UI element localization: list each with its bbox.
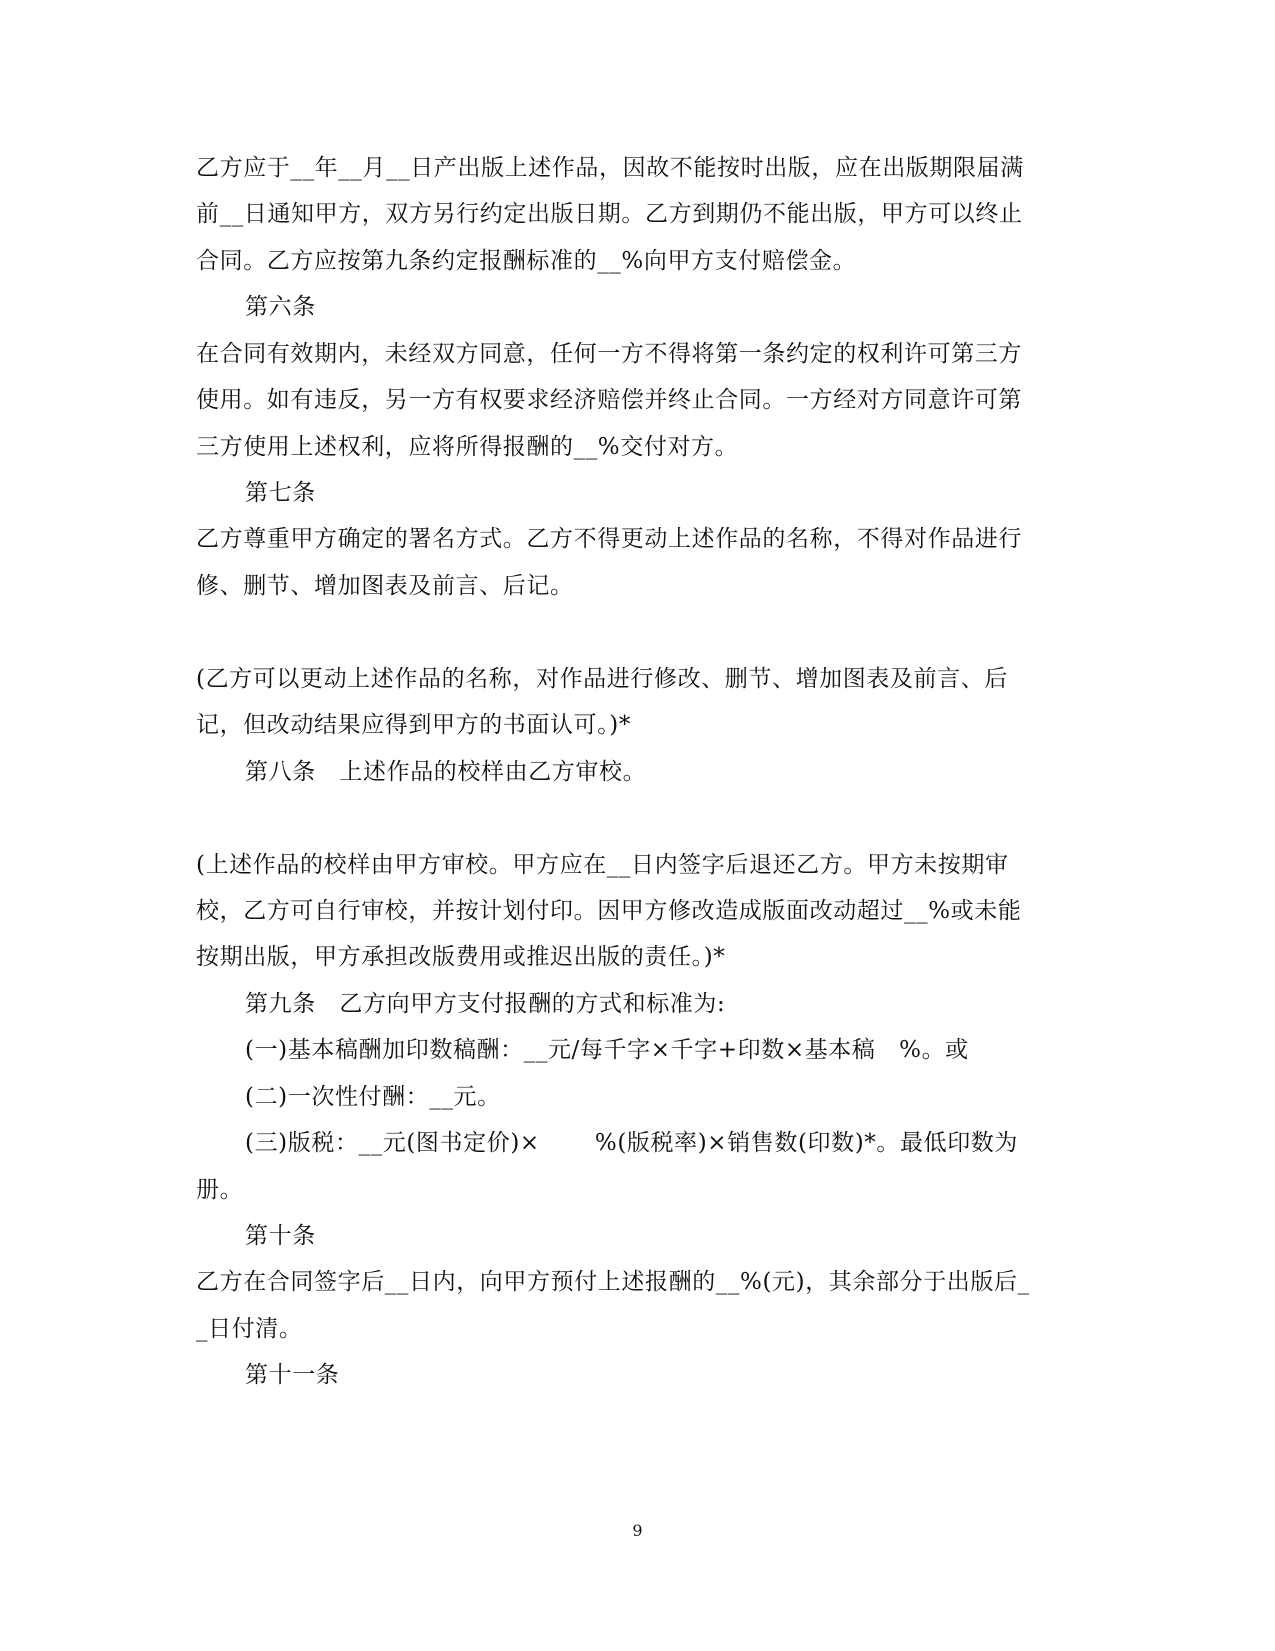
text-line: 在合同有效期内，未经双方同意，任何一方不得将第一条约定的权利许可第三方 <box>196 341 1022 367</box>
article-heading: 第十条 <box>245 1223 316 1249</box>
text-line: 修、删节、增加图表及前言、后记。 <box>196 573 574 599</box>
text-line: 前__日通知甲方，双方另行约定出版日期。乙方到期仍不能出版，甲方可以终止 <box>196 201 1023 227</box>
text-line: (二)一次性付酬：__元。 <box>245 1084 501 1110</box>
page-number: 9 <box>632 1521 643 1540</box>
text-line: (上述作品的校样由甲方审校。甲方应在__日内签字后退还乙方。甲方未按期审 <box>196 852 1009 878</box>
text-line: 三方使用上述权利，应将所得报酬的__%交付对方。 <box>196 434 739 460</box>
text-line: 按期出版，甲方承担改版费用或推迟出版的责任。)* <box>196 944 726 970</box>
article-heading: 第十一条 <box>245 1362 340 1388</box>
text-line: 乙方尊重甲方确定的署名方式。乙方不得更动上述作品的名称，不得对作品进行 <box>196 526 1022 552</box>
text-line: 记，但改动结果应得到甲方的书面认可。)* <box>196 712 631 738</box>
text-line: (三)版税：__元(图书定价)× %(版税率)×销售数(印数)*。最低印数为 <box>245 1130 1018 1156</box>
text-line: 使用。如有违反，另一方有权要求经济赔偿并终止合同。一方经对方同意许可第 <box>196 387 1022 413</box>
text-line: 乙方在合同签字后__日内，向甲方预付上述报酬的__%(元)，其余部分于出版后_ <box>196 1269 1030 1295</box>
text-line: 校，乙方可自行审校，并按计划付印。因甲方修改造成版面改动超过__%或未能 <box>196 898 1022 924</box>
text-line: (一)基本稿酬加印数稿酬：__元/每千字×千字+印数×基本稿 %。或 <box>245 1037 969 1063</box>
text-line: 合同。乙方应按第九条约定报酬标准的__%向甲方支付赔偿金。 <box>196 248 857 274</box>
article-heading: 第七条 <box>245 480 316 506</box>
text-line: 册。 <box>196 1177 244 1203</box>
article-heading: 第六条 <box>245 294 316 320</box>
text-line: 乙方应于__年__月__日产出版上述作品，因故不能按时出版，应在出版期限届满 <box>196 155 1024 181</box>
article-heading: 第八条 上述作品的校样由乙方审校。 <box>245 759 647 785</box>
text-line: _日付清。 <box>196 1316 303 1342</box>
text-line: (乙方可以更动上述作品的名称，对作品进行修改、删节、增加图表及前言、后 <box>196 666 1008 692</box>
article-heading: 第九条 乙方向甲方支付报酬的方式和标准为: <box>245 991 726 1017</box>
